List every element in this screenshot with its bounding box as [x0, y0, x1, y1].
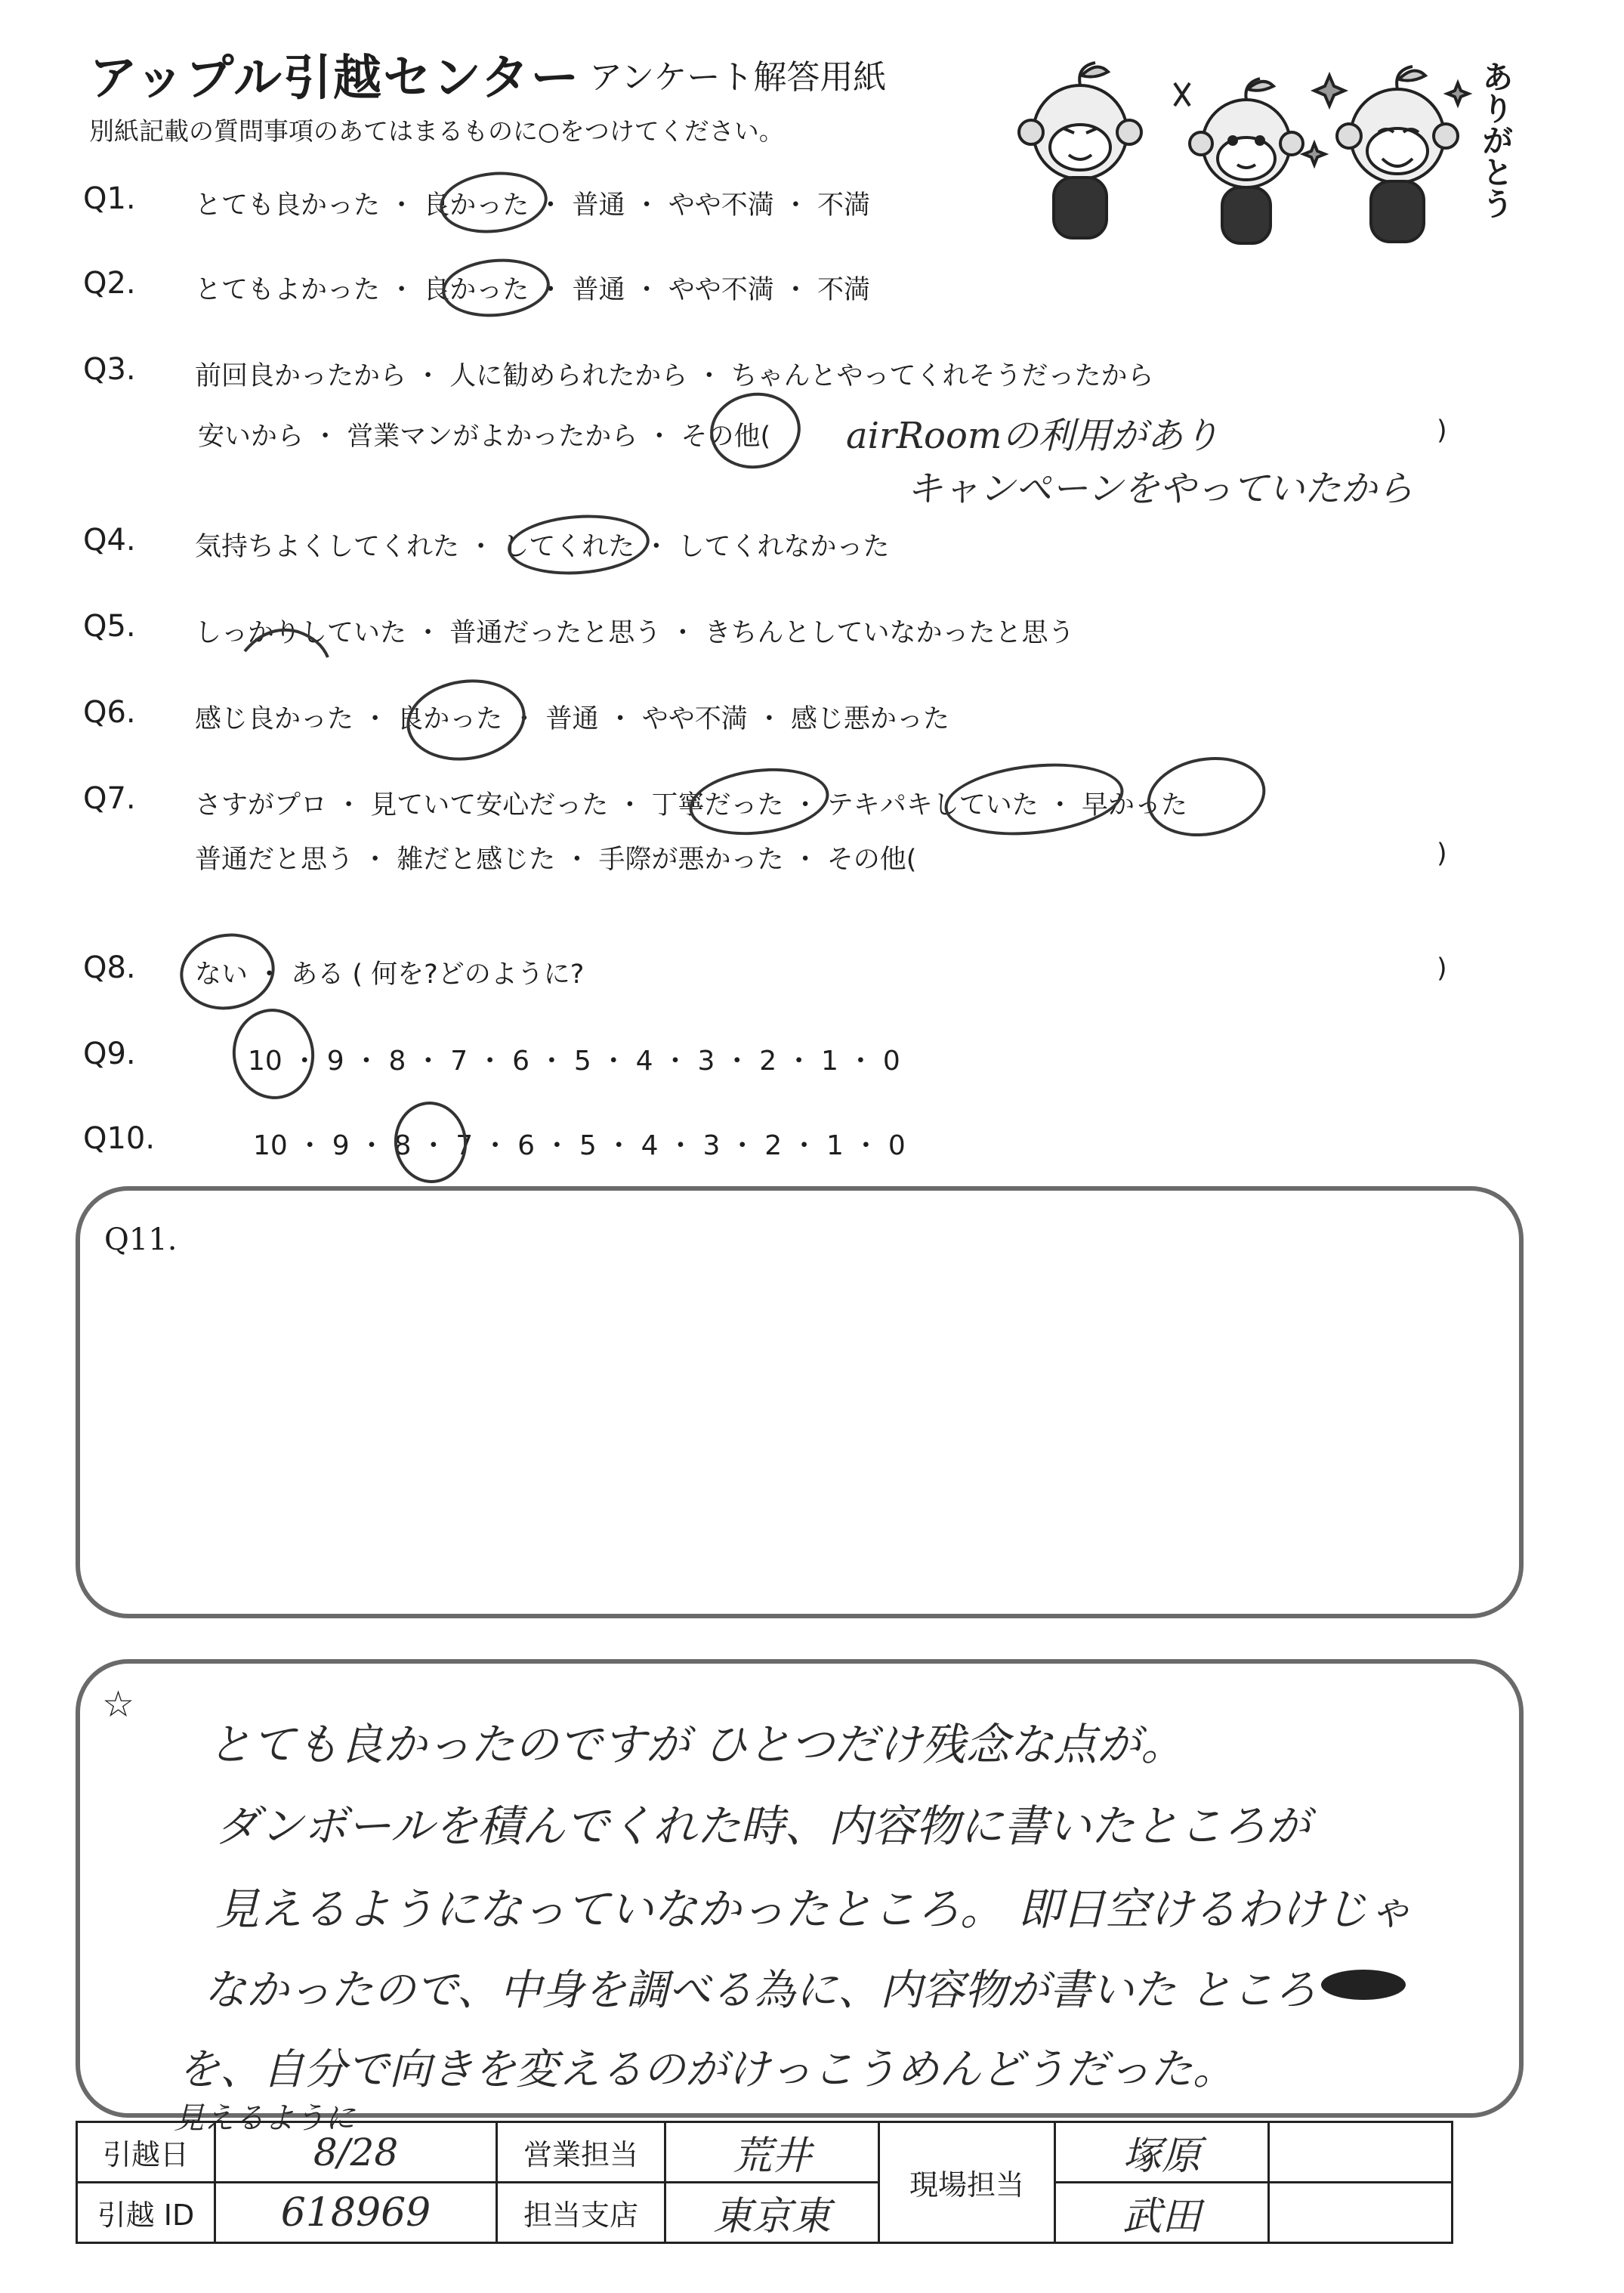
q7-selected-circle-3	[1141, 748, 1271, 845]
q2-label: Q2.	[83, 266, 136, 301]
comment-insert-note: 見えるように	[174, 2101, 355, 2136]
move-date-value: 8/28	[215, 2122, 497, 2183]
q3-selected-circle	[705, 387, 806, 474]
form-title: アップル引越センター	[89, 51, 581, 107]
move-id-label: 引越 ID	[77, 2183, 215, 2243]
q3-label: Q3.	[83, 352, 136, 387]
q4-label: Q4.	[83, 523, 136, 558]
q7-close-paren: )	[1437, 839, 1447, 869]
branch-value: 東京東	[665, 2183, 879, 2243]
staff-info-table	[76, 2121, 1453, 2244]
q8-options[interactable]: ない ・ ある ( 何を?どのように?	[195, 960, 585, 990]
q5-selected-mark	[240, 621, 331, 666]
q3-close-paren: )	[1437, 416, 1447, 446]
comment-line-1: とても良かったのですが ひとつだけ残念な点が。	[208, 1719, 1185, 1770]
scribble-mark	[1318, 1966, 1409, 2007]
q7-selected-circle-1	[685, 761, 832, 842]
q10-selected-circle	[391, 1098, 471, 1186]
field-staff-2: 武田	[1055, 2183, 1269, 2243]
q11-label: Q11.	[104, 1222, 178, 1257]
q10-options[interactable]: 10 ・ 9 ・ 8 ・ 7 ・ 6 ・ 5 ・ 4 ・ 3 ・ 2 ・ 1 ・ 0	[253, 1130, 906, 1161]
q9-label: Q9.	[83, 1037, 136, 1071]
q11-answer-box[interactable]	[76, 1186, 1524, 1618]
q9-selected-circle	[227, 1003, 320, 1105]
sales-value: 荒井	[665, 2122, 879, 2183]
q8-selected-circle	[174, 926, 280, 1017]
field-staff-empty-1	[1269, 2122, 1453, 2183]
mascot-illustration	[997, 53, 1526, 257]
q2-selected-circle	[440, 255, 552, 321]
field-staff-1: 塚原	[1055, 2122, 1269, 2183]
comment-line-3: 見えるようになっていなかったところ。 即日空けるわけじゃ	[215, 1884, 1413, 1935]
comment-line-2: ダンボールを積んでくれた時、内容物に書いたところが	[215, 1800, 1311, 1852]
q2-options[interactable]: とてもよかった ・ 良かった ・ 普通 ・ やや不満 ・ 不満	[195, 275, 871, 305]
q1-options[interactable]: とても良かった ・ 良かった ・ 普通 ・ やや不満 ・ 不満	[195, 190, 871, 221]
q8-label: Q8.	[83, 950, 136, 985]
q5-label: Q5.	[83, 609, 136, 644]
q8-close-paren: )	[1437, 953, 1447, 984]
mascot-caption: ありがとう	[1477, 60, 1514, 219]
branch-label: 担当支店	[497, 2183, 665, 2243]
q6-options[interactable]: 感じ良かった ・ 良かった ・ 普通 ・ やや不満 ・ 感じ悪かった	[195, 704, 950, 734]
q6-selected-circle	[401, 672, 530, 768]
q4-selected-circle	[506, 511, 652, 579]
q3-options-line1[interactable]: 前回良かったから ・ 人に勧められたから ・ ちゃんとやってくれそうだったから	[195, 361, 1154, 391]
field-staff-label: 現場担当	[879, 2122, 1055, 2243]
q1-selected-circle	[437, 167, 551, 239]
q7-options-line1[interactable]: さすがプロ ・ 見ていて安心だった ・ 丁寧だった ・ テキパキしていた ・ 早かった	[195, 790, 1188, 820]
q6-label: Q6.	[83, 695, 136, 730]
q7-selected-circle-2	[941, 756, 1127, 843]
q9-options[interactable]: 10 ・ 9 ・ 8 ・ 7 ・ 6 ・ 5 ・ 4 ・ 3 ・ 2 ・ 1 ・ 0	[248, 1046, 900, 1077]
q3-other-answer-line1: airRoomの利用があり	[846, 415, 1220, 457]
form-subtitle: アンケート解答用紙	[589, 58, 887, 97]
q1-label: Q1.	[83, 181, 136, 216]
q10-label: Q10.	[83, 1121, 156, 1156]
field-staff-empty-2	[1269, 2183, 1453, 2243]
q5-options[interactable]: しっかりしていた ・ 普通だったと思う ・ きちんとしていなかったと思う	[195, 618, 1075, 648]
q3-options-line2[interactable]: 安いから ・ 営業マンがよかったから ・ その他(	[198, 422, 771, 452]
comment-line-4: なかったので、中身を調べる為に、内容物が書いた ところ	[204, 1966, 1317, 2015]
star-icon: ☆	[102, 1683, 135, 1726]
q7-label: Q7.	[83, 781, 136, 816]
q4-options[interactable]: 気持ちよくしてくれた ・ してくれた ・ してくれなかった	[195, 532, 890, 562]
q7-options-line2[interactable]: 普通だと思う ・ 雑だと感じた ・ 手際が悪かった ・ その他(	[195, 845, 917, 875]
sales-label: 営業担当	[497, 2122, 665, 2183]
move-date-label: 引越日	[77, 2122, 215, 2183]
instruction-text: 別紙記載の質問事項のあてはまるものに○をつけてください。	[89, 116, 784, 146]
q3-other-answer-line2: キャンペーンをやっていたから	[906, 468, 1414, 510]
comment-line-5: を、自分で向きを変えるのがけっこうめんどうだった。	[178, 2045, 1235, 2094]
move-id-value: 618969	[215, 2183, 497, 2243]
